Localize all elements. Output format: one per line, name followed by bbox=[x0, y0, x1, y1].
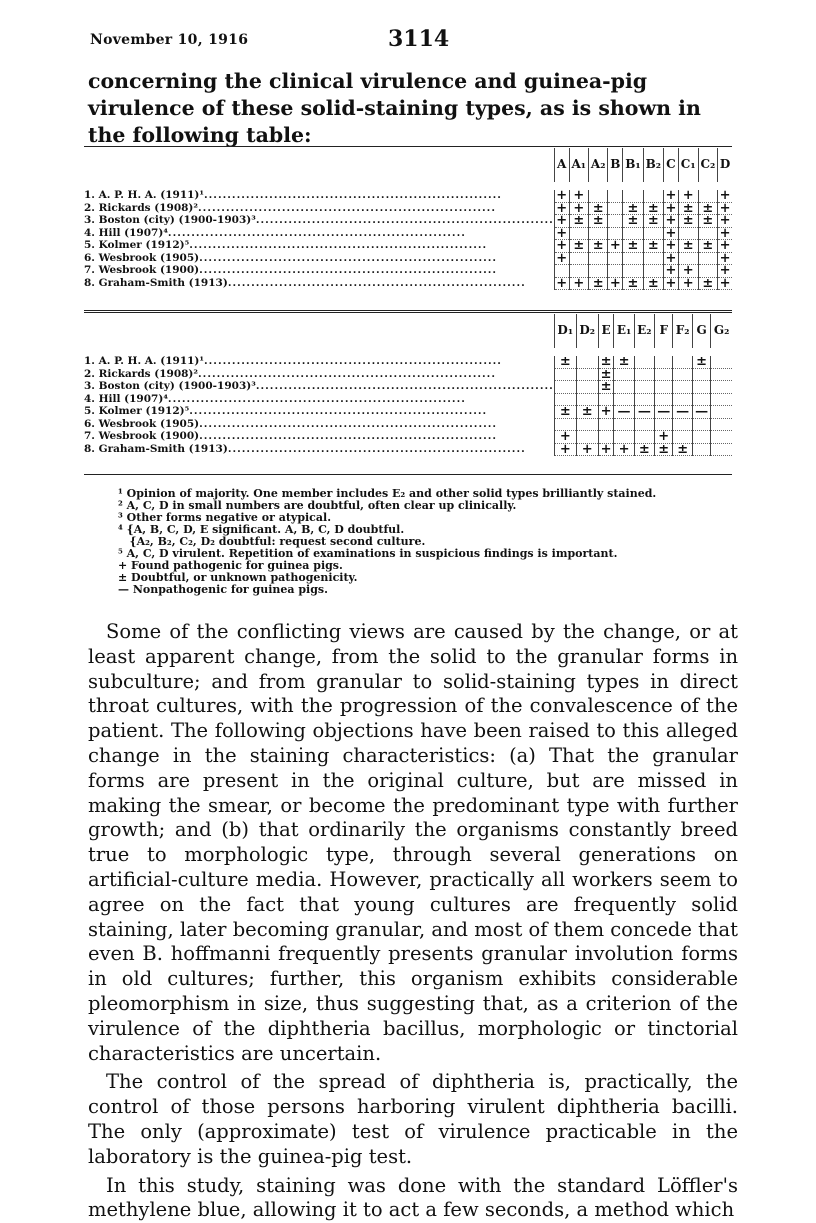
table-cell: ± bbox=[678, 240, 698, 253]
table-cell: + bbox=[576, 443, 598, 456]
paragraph-3: In this study, staining was done with the standard Löffler's methylene blue, allowing it to act a few seconds, a method which bbox=[88, 1173, 738, 1222]
row-label: 7. Wesbrook (1900)................................................................ bbox=[84, 430, 498, 442]
table-cell: ± bbox=[678, 215, 698, 228]
table-cell bbox=[673, 368, 692, 381]
table-cell: + bbox=[655, 431, 673, 444]
table-cell bbox=[576, 381, 598, 394]
table-cell bbox=[692, 443, 710, 456]
table-cell bbox=[643, 252, 663, 265]
leader-dots: ................................................................ bbox=[167, 393, 466, 405]
table-cell: + bbox=[678, 265, 698, 278]
row-label: 2. Rickards (1908)²................................................................ bbox=[84, 368, 496, 380]
table-cell: + bbox=[609, 238, 621, 253]
table-cell: ± bbox=[673, 443, 692, 456]
table-cell: ± bbox=[569, 215, 588, 228]
table-cell: + bbox=[665, 213, 677, 228]
table-cell: + bbox=[719, 188, 731, 203]
leader-dots: ................................................................ bbox=[198, 368, 496, 380]
table-cell bbox=[711, 431, 732, 444]
table-row bbox=[84, 418, 732, 431]
table-cell: ± bbox=[643, 202, 663, 215]
table-cell: + bbox=[665, 275, 677, 291]
table-cell: ± bbox=[588, 277, 607, 290]
column-header: B bbox=[608, 148, 623, 182]
leader-dots: ................................................................ bbox=[255, 380, 554, 392]
table-cell: + bbox=[569, 202, 588, 215]
table-cell: + bbox=[556, 225, 568, 241]
table-cell bbox=[608, 252, 623, 265]
table-cell: — bbox=[655, 406, 673, 419]
table-cell bbox=[554, 368, 576, 381]
table-cell: + bbox=[554, 443, 576, 456]
table-cell: + bbox=[719, 250, 731, 266]
leader-dots: ................................................................ bbox=[189, 239, 488, 251]
table-cell: + bbox=[719, 225, 731, 241]
row-label: 2. Rickards (1908)²................................................................ bbox=[84, 202, 496, 214]
footnote-2: ² A, C, D in small numbers are doubtful, often clear up clinically. bbox=[118, 499, 517, 512]
table-cell bbox=[698, 252, 718, 265]
table-cell bbox=[655, 368, 673, 381]
table-cell: ± bbox=[554, 356, 576, 368]
table-cell bbox=[608, 215, 623, 228]
leader-dots: ................................................................ bbox=[199, 430, 498, 442]
table-cell: + bbox=[556, 213, 568, 228]
column-header: A bbox=[554, 148, 569, 182]
table-cell: ± bbox=[554, 406, 576, 419]
table-cell bbox=[608, 190, 623, 202]
column-header: A₁ bbox=[569, 148, 588, 182]
leader-dots: ................................................................ bbox=[227, 443, 526, 455]
column-header: B₁ bbox=[623, 148, 643, 182]
row-label: 4. Hill (1907)⁴................................................................ bbox=[84, 227, 466, 239]
leader-dots: ................................................................ bbox=[227, 277, 526, 289]
column-header: D₁ bbox=[554, 314, 576, 348]
row-label: 1. A. P. H. A. (1911)¹................................................................ bbox=[84, 356, 502, 368]
table-cell: ± bbox=[698, 277, 718, 290]
table-row bbox=[84, 368, 732, 381]
leader-dots: ................................................................ bbox=[255, 214, 554, 226]
table-cell bbox=[634, 368, 654, 381]
table-cell bbox=[614, 418, 634, 431]
table-separator-rule bbox=[84, 310, 732, 313]
table-cell: + bbox=[665, 238, 677, 253]
table-cell bbox=[692, 418, 710, 431]
table-cell bbox=[634, 418, 654, 431]
table-cell: + bbox=[598, 406, 614, 419]
table-cell bbox=[692, 368, 710, 381]
table-cell: + bbox=[719, 275, 731, 291]
table-cell bbox=[655, 381, 673, 394]
row-label: 6. Wesbrook (1905)................................................................ bbox=[84, 418, 498, 430]
table-cell: — bbox=[614, 406, 634, 419]
column-header: E bbox=[598, 314, 614, 348]
table-cell: ± bbox=[598, 356, 614, 368]
table-cell bbox=[569, 252, 588, 265]
legend-plusminus: ± Doubtful, or unknown pathogenicity. bbox=[118, 571, 358, 584]
table-cell bbox=[576, 368, 598, 381]
table-cell: + bbox=[665, 188, 677, 203]
table-cell: ± bbox=[623, 215, 643, 228]
table-cell: + bbox=[719, 213, 731, 228]
table-cell: ± bbox=[698, 240, 718, 253]
row-label: 8. Graham-Smith (1913)................................................................ bbox=[84, 443, 526, 455]
table1-top-rule bbox=[84, 146, 732, 147]
table-cell: ± bbox=[576, 406, 598, 419]
table-cell: + bbox=[554, 431, 576, 444]
leader-dots: ................................................................ bbox=[199, 264, 498, 276]
column-header: A₂ bbox=[588, 148, 607, 182]
table-cell: + bbox=[609, 275, 621, 291]
table-cell: + bbox=[665, 250, 677, 266]
table-cell bbox=[673, 356, 692, 368]
leader-dots: ................................................................ bbox=[167, 227, 466, 239]
table-cell: ± bbox=[623, 277, 643, 290]
table-cell: ± bbox=[643, 277, 663, 290]
column-header: F₂ bbox=[673, 314, 692, 348]
table-cell: + bbox=[678, 190, 698, 202]
table-cell bbox=[588, 252, 607, 265]
table-cell: ± bbox=[598, 381, 614, 394]
table-cell: ± bbox=[643, 240, 663, 253]
table-cell: ± bbox=[655, 443, 673, 456]
table-cell: ± bbox=[623, 240, 643, 253]
footnote-5: ⁵ A, C, D virulent. Repetition of examinations in suspicious findings is important. bbox=[118, 547, 618, 560]
table-cell bbox=[576, 418, 598, 431]
table-cell bbox=[711, 381, 732, 394]
table-row bbox=[84, 356, 732, 368]
table-cell bbox=[692, 381, 710, 394]
table-cell: ± bbox=[569, 240, 588, 253]
leader-dots: ................................................................ bbox=[204, 356, 502, 368]
legend-plus: + Found pathogenic for guinea pigs. bbox=[118, 559, 343, 572]
footnote-1: ¹ Opinion of majority. One member includes E₂ and other solid types brilliantly stained. bbox=[118, 487, 657, 500]
table-cell: + bbox=[665, 225, 677, 241]
table-cell: + bbox=[556, 200, 568, 216]
table-cell bbox=[608, 202, 623, 215]
table-cell bbox=[673, 381, 692, 394]
table-cell: ± bbox=[698, 202, 718, 215]
table-cell bbox=[554, 381, 576, 394]
table-cell: + bbox=[598, 443, 614, 456]
intro-text: concerning the clinical virulence and guinea-pig virulence of these solid-staining types, as is shown in the following table: bbox=[88, 69, 701, 147]
row-label: 6. Wesbrook (1905)................................................................ bbox=[84, 252, 498, 264]
table-cell bbox=[711, 443, 732, 456]
table-cell: + bbox=[665, 200, 677, 216]
column-header: G₂ bbox=[711, 314, 732, 348]
column-header: D₂ bbox=[576, 314, 598, 348]
paragraph-1: Some of the conflicting views are caused by the change, or at least apparent change, from the solid to the granular forms in subculture; and from granular to solid-staining types in direct throat cultures, with the progression of the convalescence of the patient. The following objections have been raised to this alleged change in the staining characteristics: (a) That the granular forms are present in the original culture, but are missed in making the smear, or become the predominant type with further growth; and (b) that ordinarily the organisms constantly breed true to morphologic type, through several generations on artificial-culture media. However, practically all workers seem to agree on the fact that young cultures are frequently solid staining, later becoming granular, and most of them concede that even B. hoffmanni frequently presents granular involution forms in old cultures; further, this organism exhibits considerable pleomorphism in size, thus suggesting that, as a criterion of the virulence of the diphtheria bacillus, morphologic or tinctorial characteristics are uncertain. bbox=[88, 620, 739, 1065]
column-header: E₂ bbox=[634, 314, 654, 348]
row-label: 3. Boston (city) (1900-1903)³................................................................ bbox=[84, 380, 554, 392]
table-cell bbox=[711, 418, 732, 431]
table-cell: ± bbox=[588, 240, 607, 253]
row-label: 8. Graham-Smith (1913)................................................................ bbox=[84, 277, 526, 289]
table-cell: + bbox=[569, 277, 588, 290]
footnote-3: ³ Other forms negative or atypical. bbox=[118, 511, 332, 524]
table-cell: + bbox=[556, 250, 568, 266]
table-cell bbox=[614, 381, 634, 394]
table-row bbox=[84, 406, 732, 419]
row-label: 4. Hill (1907)⁴................................................................ bbox=[84, 393, 466, 405]
issue-date: November 10, 1916 bbox=[90, 32, 249, 48]
table-cell: + bbox=[678, 277, 698, 290]
table-row bbox=[84, 443, 732, 456]
table-cell: ± bbox=[634, 443, 654, 456]
table-cell bbox=[673, 418, 692, 431]
table-cell bbox=[598, 418, 614, 431]
column-header: C₁ bbox=[678, 148, 698, 182]
table-cell: + bbox=[556, 238, 568, 253]
table-row bbox=[84, 393, 732, 406]
table-cell: + bbox=[719, 238, 731, 253]
table-cell: + bbox=[556, 188, 568, 203]
column-header: B₂ bbox=[643, 148, 663, 182]
table-cell: + bbox=[614, 443, 634, 456]
table-cell bbox=[614, 368, 634, 381]
table-cell: ± bbox=[678, 202, 698, 215]
table-cell bbox=[692, 431, 710, 444]
column-header: D bbox=[718, 148, 732, 182]
column-header: F bbox=[655, 314, 673, 348]
row-label: 5. Kolmer (1912)⁵................................................................ bbox=[84, 405, 488, 417]
column-header: C bbox=[664, 148, 679, 182]
table-row bbox=[84, 215, 732, 228]
column-header: G bbox=[692, 314, 710, 348]
table-cell bbox=[711, 393, 732, 406]
leader-dots: ................................................................ bbox=[198, 202, 496, 214]
table-cell: ± bbox=[692, 356, 710, 368]
page-number: 3114 bbox=[388, 26, 450, 52]
paragraph-2: The control of the spread of diphtheria is, practically, the control of those persons harboring virulent diphtheria bacilli. The only (approximate) test of virulence practicable in the laboratory is the guinea-pig test. bbox=[88, 1070, 738, 1168]
table-cell bbox=[655, 356, 673, 368]
column-header: C₂ bbox=[698, 148, 718, 182]
legend-dash: — Nonpathogenic for guinea pigs. bbox=[118, 583, 328, 596]
leader-dots: ................................................................ bbox=[204, 190, 502, 202]
table-cell: — bbox=[692, 406, 710, 419]
virulence-table-2 bbox=[84, 314, 732, 456]
table-cell bbox=[711, 356, 732, 368]
footnotes bbox=[118, 488, 656, 596]
table-cell bbox=[711, 406, 732, 419]
table-row bbox=[84, 240, 732, 253]
table-cell: ± bbox=[698, 215, 718, 228]
table2-bottom-rule bbox=[84, 474, 732, 475]
table-row bbox=[84, 381, 732, 394]
table-cell: ± bbox=[623, 202, 643, 215]
table-cell bbox=[711, 368, 732, 381]
table-cell bbox=[634, 356, 654, 368]
row-label: 1. A. P. H. A. (1911)¹................................................................ bbox=[84, 190, 502, 202]
table-cell: ± bbox=[588, 202, 607, 215]
footnote-4a: ⁴ {A, B, C, D, E significant. A, B, C, D doubtful. bbox=[118, 523, 405, 536]
table-cell: + bbox=[719, 200, 731, 216]
body-text bbox=[88, 620, 738, 1223]
table-cell bbox=[576, 356, 598, 368]
virulence-table-1 bbox=[84, 148, 732, 290]
table-cell: + bbox=[719, 263, 731, 278]
table-cell: — bbox=[634, 406, 654, 419]
table-cell: — bbox=[673, 406, 692, 419]
column-header: E₁ bbox=[614, 314, 634, 348]
row-label: 7. Wesbrook (1900)................................................................ bbox=[84, 264, 498, 276]
table-cell: + bbox=[665, 263, 677, 278]
table-cell: ± bbox=[598, 368, 614, 381]
leader-dots: ................................................................ bbox=[199, 418, 498, 430]
table-row bbox=[84, 277, 732, 290]
table-cell: + bbox=[556, 275, 568, 291]
table-cell bbox=[634, 381, 654, 394]
table-cell: + bbox=[569, 190, 588, 202]
table-cell: ± bbox=[643, 215, 663, 228]
table-cell bbox=[623, 252, 643, 265]
table-row bbox=[84, 252, 732, 265]
row-label: 5. Kolmer (1912)⁵................................................................ bbox=[84, 239, 488, 251]
table-cell: ± bbox=[614, 356, 634, 368]
leader-dots: ................................................................ bbox=[199, 252, 498, 264]
footnote-4b: {A₂, B₂, C₂, D₂ doubtful: request second culture. bbox=[118, 535, 426, 548]
table-cell: ± bbox=[588, 215, 607, 228]
table-row bbox=[84, 431, 732, 444]
row-label: 3. Boston (city) (1900-1903)³................................................................ bbox=[84, 214, 554, 226]
leader-dots: ................................................................ bbox=[189, 405, 488, 417]
